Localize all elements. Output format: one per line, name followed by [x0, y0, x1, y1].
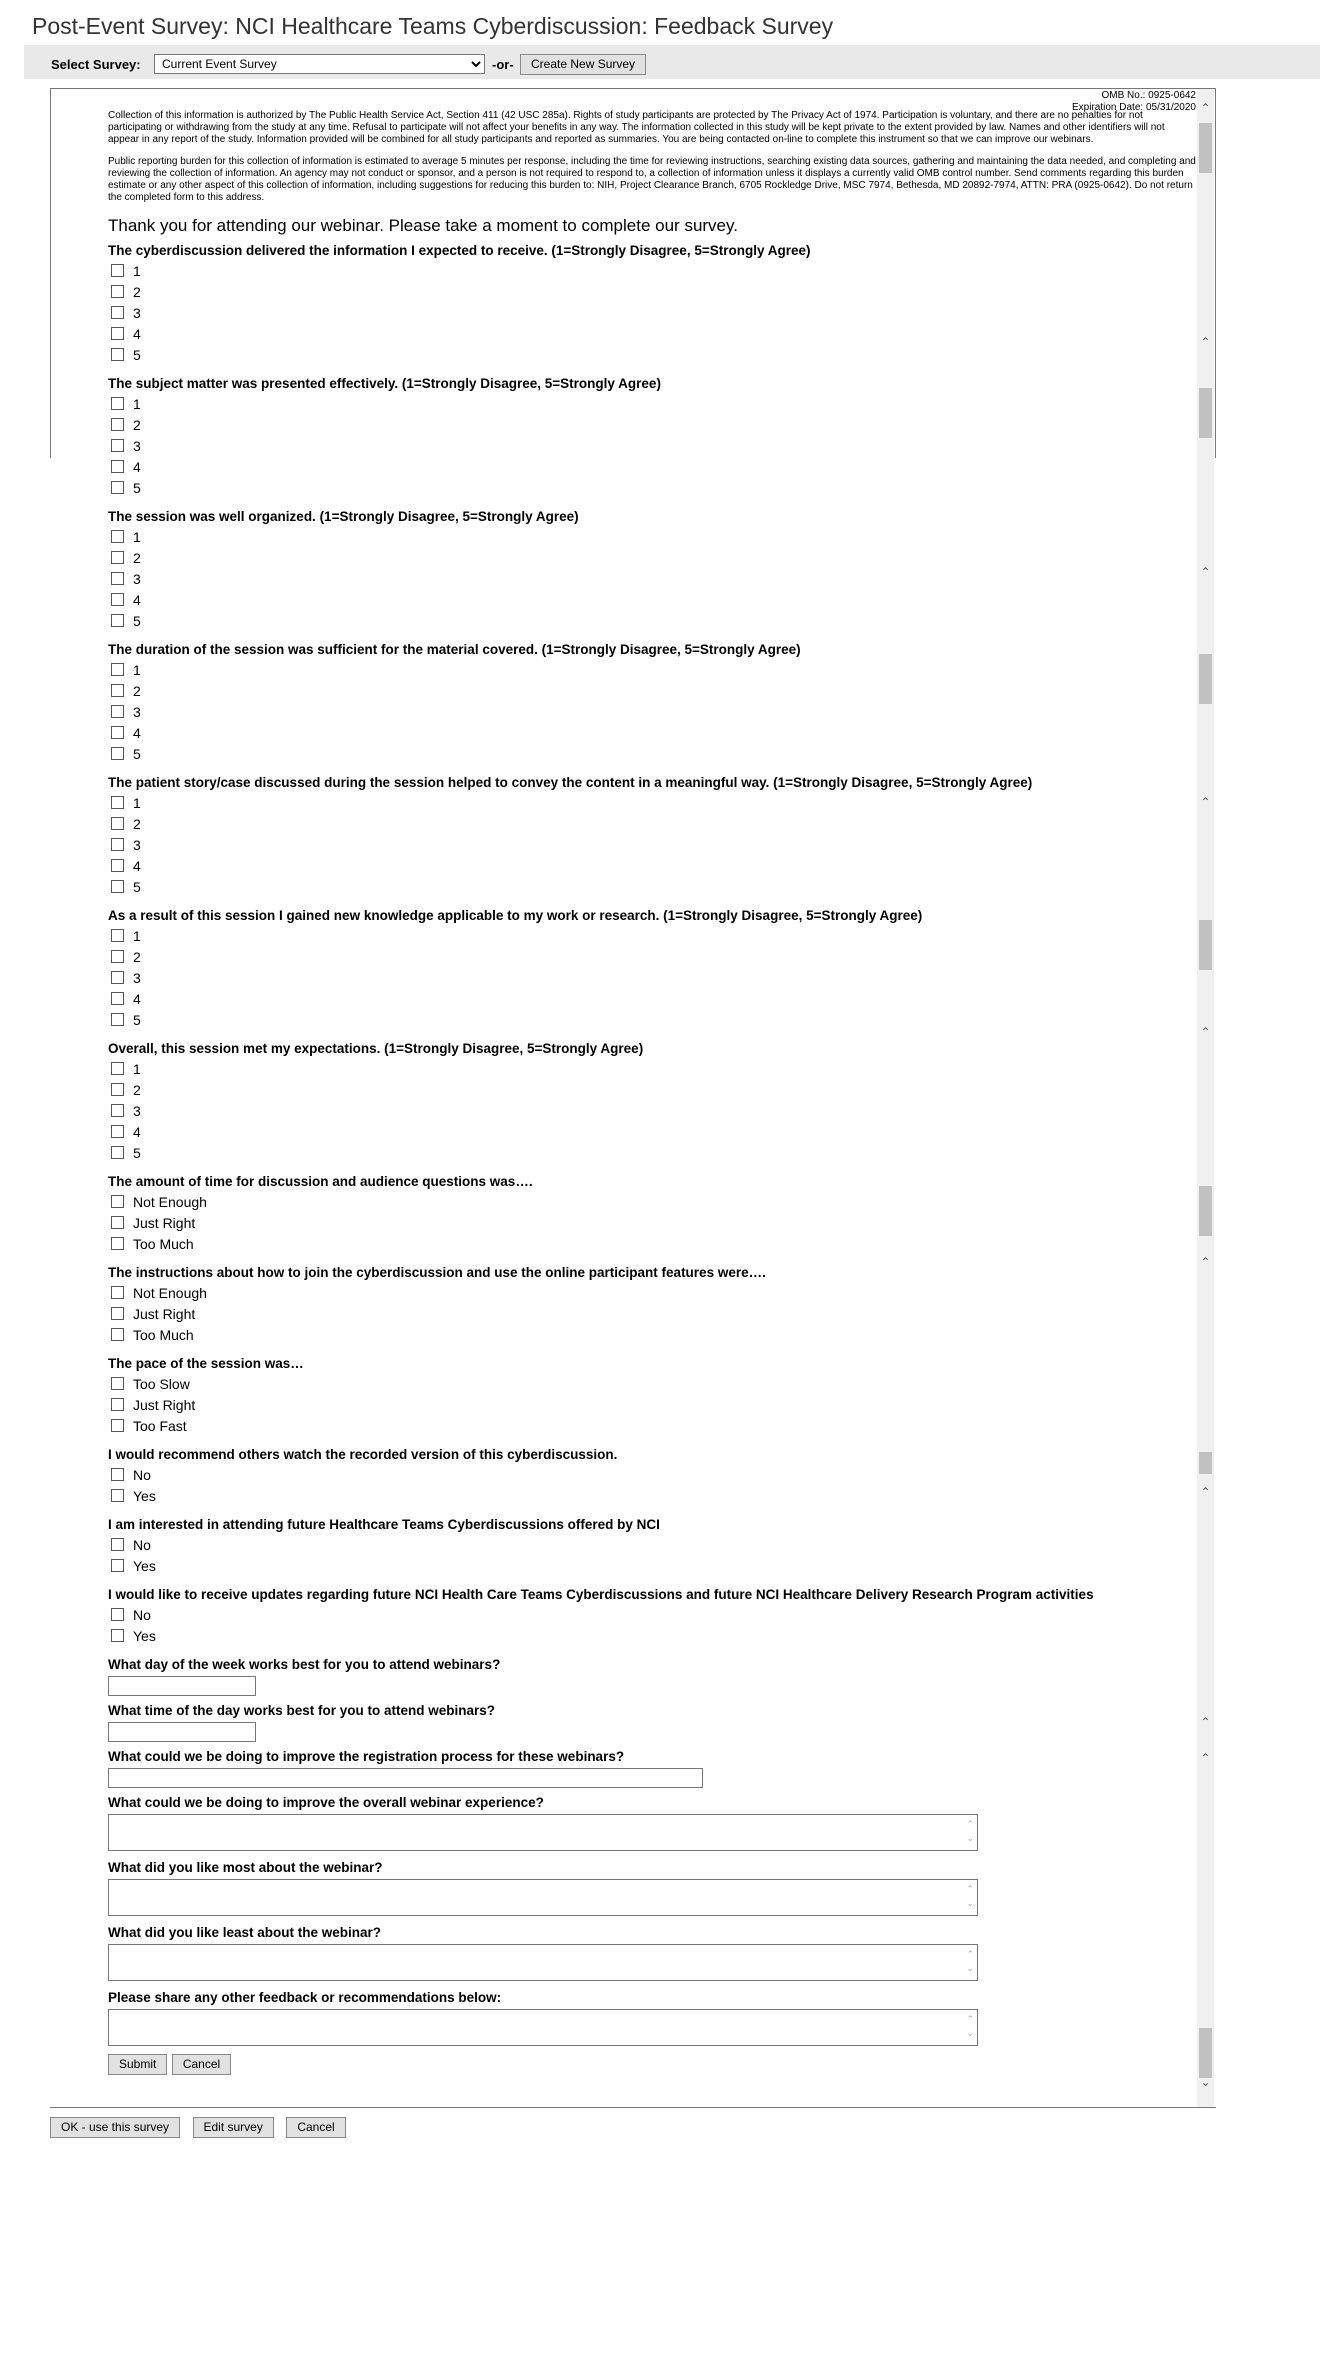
answer-option[interactable]: [108, 876, 1196, 897]
answer-checkbox[interactable]: [111, 1062, 124, 1075]
answer-checkbox[interactable]: [111, 1307, 124, 1320]
answer-checkbox[interactable]: [111, 1146, 124, 1159]
survey-select-bar: [24, 45, 1320, 79]
answer-label: Too Slow: [133, 1375, 190, 1392]
answer-checkbox[interactable]: [111, 1559, 124, 1572]
question-label: I would like to receive updates regarding future NCI Health Care Teams Cyberdiscussions and future NCI Healthcare Delivery Research Program activities: [108, 1587, 1094, 1602]
answer-label: 3: [133, 1102, 141, 1119]
question-label: The patient story/case discussed during the session helped to convey the content in a meaningful way. (1=Strongly Disagree, 5=Strongly Agree): [108, 775, 1033, 790]
scroll-up-icon[interactable]: ⌃: [1200, 1715, 1211, 1729]
question-label: As a result of this session I gained new knowledge applicable to my work or research. (1=Strongly Disagree, 5=Strongly Agree): [108, 908, 923, 923]
ok-use-survey-button[interactable]: OK - use this survey: [50, 2117, 180, 2138]
question-block: [108, 1586, 1196, 1646]
scrollbar-thumb[interactable]: [1199, 654, 1212, 704]
question-label: I am interested in attending future Healthcare Teams Cyberdiscussions offered by NCI: [108, 1517, 660, 1532]
answer-label: 5: [133, 1144, 141, 1161]
answer-label: 1: [133, 661, 141, 678]
answer-options: [108, 1604, 1196, 1646]
answer-checkbox[interactable]: [111, 306, 124, 319]
answer-label: Just Right: [133, 1305, 196, 1322]
question-label: What could we be doing to improve the registration process for these webinars?: [108, 1749, 625, 1764]
answer-label: 4: [133, 857, 141, 874]
answer-option[interactable]: [108, 1534, 1196, 1555]
answer-checkbox[interactable]: [111, 1083, 124, 1096]
answer-option[interactable]: [108, 1303, 1196, 1324]
answer-checkbox[interactable]: [111, 1419, 124, 1432]
answer-label: 2: [133, 416, 141, 433]
answer-checkbox[interactable]: [111, 796, 124, 809]
experience-feedback-textarea[interactable]: [108, 1814, 978, 1851]
answer-option[interactable]: [108, 1464, 1196, 1485]
answer-option[interactable]: [108, 1009, 1196, 1030]
answer-option[interactable]: [108, 302, 1196, 323]
rating-questions: [108, 242, 1196, 1646]
scrollbar-thumb[interactable]: [1199, 920, 1212, 970]
answer-checkbox[interactable]: [111, 1195, 124, 1208]
answer-checkbox[interactable]: [111, 747, 124, 760]
question-label: Please share any other feedback or recommendations below:: [108, 1990, 502, 2005]
answer-option[interactable]: [108, 946, 1196, 967]
answer-checkbox[interactable]: [111, 684, 124, 697]
answer-options: [108, 526, 1196, 631]
answer-checkbox[interactable]: [111, 327, 124, 340]
question-label: The subject matter was presented effectively. (1=Strongly Disagree, 5=Strongly Agree): [108, 376, 661, 391]
preferred-time-input[interactable]: [108, 1722, 256, 1742]
cancel-button[interactable]: Cancel: [286, 2117, 345, 2138]
answer-checkbox[interactable]: [111, 1398, 124, 1411]
question-block: [108, 1355, 1196, 1436]
question-block: [108, 1264, 1196, 1345]
answer-label: 4: [133, 1123, 141, 1140]
answer-option[interactable]: [108, 1625, 1196, 1646]
answer-checkbox[interactable]: [111, 614, 124, 627]
answer-checkbox[interactable]: [111, 929, 124, 942]
question-label: What did you like most about the webinar?: [108, 1860, 383, 1875]
question-label: The session was well organized. (1=Strongly Disagree, 5=Strongly Agree): [108, 509, 579, 524]
answer-option[interactable]: [108, 610, 1196, 631]
answer-option[interactable]: [108, 1212, 1196, 1233]
answer-options: [108, 659, 1196, 764]
select-survey-label: Select Survey:: [51, 57, 141, 72]
answer-checkbox[interactable]: [111, 859, 124, 872]
answer-label: No: [133, 1536, 151, 1553]
answer-checkbox[interactable]: [111, 285, 124, 298]
question-block: [108, 508, 1196, 631]
answer-options: [108, 925, 1196, 1030]
answer-checkbox[interactable]: [111, 1608, 124, 1621]
answer-label: 3: [133, 570, 141, 587]
answer-label: 1: [133, 927, 141, 944]
answer-option[interactable]: [108, 1079, 1196, 1100]
answer-label: 4: [133, 458, 141, 475]
answer-option[interactable]: [108, 813, 1196, 834]
answer-option[interactable]: [108, 260, 1196, 281]
answer-option[interactable]: [108, 722, 1196, 743]
answer-options: [108, 792, 1196, 897]
answer-label: Not Enough: [133, 1193, 207, 1210]
answer-label: 4: [133, 591, 141, 608]
answer-label: 2: [133, 549, 141, 566]
answer-checkbox[interactable]: [111, 1468, 124, 1481]
answer-checkbox[interactable]: [111, 1013, 124, 1026]
answer-option[interactable]: [108, 925, 1196, 946]
burden-notice: Public reporting burden for this collection of information is estimated to average 5 minutes per response, including the time for reviewing instructions, searching existing data sources, gathering and maintaining the data needed, and completing and reviewing the collection of information. An agency may not conduct or sponsor, and a person is not required to respond to, a collection of information unless it displays a currently valid OMB control number. Send comments regarding this burden estimate or any other aspect of this collection of information, including suggestions for reducing this burden to: NIH, Project Clearance Branch, 6705 Rockledge Drive, MSC 7974, Bethesda, MD 20892-7974, ATTN: PRA (0925-0642). Do not return the completed form to this address.: [108, 156, 1196, 203]
question-block: [108, 375, 1196, 498]
question-block: [108, 1173, 1196, 1254]
answer-checkbox[interactable]: [111, 1377, 124, 1390]
answer-label: 1: [133, 794, 141, 811]
answer-label: 5: [133, 1011, 141, 1028]
answer-label: Not Enough: [133, 1284, 207, 1301]
answer-option[interactable]: [108, 547, 1196, 568]
answer-label: 5: [133, 479, 141, 496]
answer-option[interactable]: [108, 855, 1196, 876]
answer-checkbox[interactable]: [111, 880, 124, 893]
answer-option[interactable]: [108, 1555, 1196, 1576]
answer-option[interactable]: [108, 526, 1196, 547]
question-label: What day of the week works best for you to attend webinars?: [108, 1657, 501, 1672]
answer-label: 4: [133, 724, 141, 741]
answer-option[interactable]: [108, 680, 1196, 701]
answer-label: 1: [133, 395, 141, 412]
answer-options: [108, 393, 1196, 498]
answer-option[interactable]: [108, 792, 1196, 813]
omb-expiration: Expiration Date: 05/31/2020: [1072, 102, 1196, 113]
answer-label: Just Right: [133, 1396, 196, 1413]
answer-option[interactable]: [108, 743, 1196, 764]
frame-border: [50, 88, 1216, 89]
answer-options: [108, 1058, 1196, 1163]
liked-least-textarea[interactable]: [108, 1944, 978, 1981]
scroll-up-icon[interactable]: ⌃: [1200, 795, 1211, 809]
answer-option[interactable]: [108, 281, 1196, 302]
answer-label: No: [133, 1606, 151, 1623]
answer-label: 5: [133, 612, 141, 629]
answer-checkbox[interactable]: [111, 817, 124, 830]
frame-border: [1215, 88, 1216, 458]
privacy-notice: Collection of this information is authorized by The Public Health Service Act, Section 411 (42 USC 285a). Rights of study participants are protected by The Privacy Act of 1974. Participation is voluntary, and there are no penalties for not participating or withdrawing from the study at any time. Refusal to participate will not affect your benefits in any way. The information collected in this study will be kept private to the extent provided by law. Names and other identifiers will not appear in any report of the study. Information provided will be combined for all study participants and reported as summaries. You are being contacted on-line to complete this instrument so that we can improve our webinars.: [108, 110, 1165, 145]
answer-option[interactable]: [108, 834, 1196, 855]
answer-checkbox[interactable]: [111, 992, 124, 1005]
answer-option[interactable]: [108, 568, 1196, 589]
answer-checkbox[interactable]: [111, 1104, 124, 1117]
answer-option[interactable]: [108, 456, 1196, 477]
answer-option[interactable]: [108, 1604, 1196, 1625]
answer-checkbox[interactable]: [111, 439, 124, 452]
answer-checkbox[interactable]: [111, 1237, 124, 1250]
survey-form: [108, 110, 1196, 2075]
answer-option[interactable]: [108, 1324, 1196, 1345]
scroll-up-icon[interactable]: ⌃: [1200, 1485, 1211, 1499]
scrollbar-thumb[interactable]: [1199, 2028, 1212, 2078]
scrollbar-thumb[interactable]: [1199, 1186, 1212, 1236]
answer-label: 3: [133, 969, 141, 986]
answer-checkbox[interactable]: [111, 264, 124, 277]
answer-checkbox[interactable]: [111, 1538, 124, 1551]
answer-option[interactable]: [108, 435, 1196, 456]
answer-option[interactable]: [108, 701, 1196, 722]
answer-label: 4: [133, 325, 141, 342]
answer-checkbox[interactable]: [111, 1328, 124, 1341]
answer-checkbox[interactable]: [111, 460, 124, 473]
answer-label: 2: [133, 948, 141, 965]
question-label: The duration of the session was sufficient for the material covered. (1=Strongly Disagree, 5=Strongly Agree): [108, 642, 801, 657]
question-label: What time of the day works best for you to attend webinars?: [108, 1703, 496, 1718]
textarea-scroll-icon: ⌃ ⌄: [966, 1949, 974, 1973]
question-block: [108, 242, 1196, 365]
scrollbar-thumb[interactable]: [1199, 1452, 1212, 1474]
answer-label: 5: [133, 878, 141, 895]
answer-checkbox[interactable]: [111, 593, 124, 606]
answer-option[interactable]: [108, 477, 1196, 498]
question-block: [108, 774, 1196, 897]
answer-label: 5: [133, 745, 141, 762]
textarea-scroll-icon: ⌃ ⌄: [966, 1819, 974, 1843]
answer-checkbox[interactable]: [111, 530, 124, 543]
answer-label: 3: [133, 703, 141, 720]
answer-checkbox[interactable]: [111, 481, 124, 494]
answer-label: 2: [133, 815, 141, 832]
answer-label: 2: [133, 1081, 141, 1098]
answer-options: [108, 1464, 1196, 1506]
answer-checkbox[interactable]: [111, 348, 124, 361]
answer-option[interactable]: [108, 1100, 1196, 1121]
form-cancel-button[interactable]: Cancel: [172, 2054, 231, 2075]
answer-option[interactable]: [108, 659, 1196, 680]
answer-label: Just Right: [133, 1214, 196, 1231]
answer-checkbox[interactable]: [111, 1489, 124, 1502]
answer-label: Yes: [133, 1627, 156, 1644]
question-label: Overall, this session met my expectations. (1=Strongly Disagree, 5=Strongly Agree): [108, 1041, 644, 1056]
answer-option[interactable]: [108, 1394, 1196, 1415]
question-block: [108, 907, 1196, 1030]
answer-checkbox[interactable]: [111, 1629, 124, 1642]
other-feedback-textarea[interactable]: [108, 2009, 978, 2046]
answer-option[interactable]: [108, 1191, 1196, 1212]
page-title: Post-Event Survey: NCI Healthcare Teams Cyberdiscussion: Feedback Survey: [32, 13, 834, 39]
thank-you-message: Thank you for attending our webinar. Please take a moment to complete our survey.: [108, 216, 738, 235]
scroll-up-icon[interactable]: ⌃: [1200, 1751, 1211, 1765]
answer-option[interactable]: [108, 1142, 1196, 1163]
textarea-scroll-icon: ⌃ ⌄: [966, 2014, 974, 2038]
answer-label: 1: [133, 262, 141, 279]
answer-option[interactable]: [108, 1233, 1196, 1254]
answer-checkbox[interactable]: [111, 1125, 124, 1138]
scrollbar-thumb[interactable]: [1199, 388, 1212, 438]
answer-option[interactable]: [108, 344, 1196, 365]
frame-border: [50, 88, 51, 458]
answer-checkbox[interactable]: [111, 971, 124, 984]
question-block: [108, 1040, 1196, 1163]
answer-checkbox[interactable]: [111, 838, 124, 851]
submit-button[interactable]: Submit: [108, 2054, 167, 2075]
answer-label: 3: [133, 304, 141, 321]
bottom-actions: [50, 2117, 354, 2138]
liked-most-textarea[interactable]: [108, 1879, 978, 1916]
answer-checkbox[interactable]: [111, 397, 124, 410]
textarea-scroll-icon: ⌃ ⌄: [966, 1884, 974, 1908]
answer-options: [108, 1191, 1196, 1254]
answer-option[interactable]: [108, 967, 1196, 988]
create-new-survey-button[interactable]: Create New Survey: [520, 54, 646, 75]
answer-label: No: [133, 1466, 151, 1483]
answer-option[interactable]: [108, 1282, 1196, 1303]
answer-option[interactable]: [108, 1415, 1196, 1436]
answer-label: Too Fast: [133, 1417, 187, 1434]
answer-option[interactable]: [108, 988, 1196, 1009]
answer-option[interactable]: [108, 1121, 1196, 1142]
question-label: I would recommend others watch the recorded version of this cyberdiscussion.: [108, 1447, 618, 1462]
answer-checkbox[interactable]: [111, 950, 124, 963]
answer-option[interactable]: [108, 589, 1196, 610]
answer-label: 3: [133, 437, 141, 454]
answer-checkbox[interactable]: [111, 726, 124, 739]
answer-option[interactable]: [108, 323, 1196, 344]
question-block: [108, 641, 1196, 764]
answer-label: Yes: [133, 1487, 156, 1504]
scroll-down-icon[interactable]: ⌄: [1200, 2075, 1211, 2089]
question-block: [108, 1516, 1196, 1576]
or-text: -or-: [492, 57, 514, 72]
answer-checkbox[interactable]: [111, 1216, 124, 1229]
survey-preview-frame: [50, 88, 1216, 2108]
omb-number: OMB No.: 0925-0642: [1101, 90, 1196, 101]
answer-option[interactable]: [108, 414, 1196, 435]
answer-checkbox[interactable]: [111, 418, 124, 431]
answer-label: 1: [133, 1060, 141, 1077]
answer-options: [108, 1373, 1196, 1436]
preferred-day-input[interactable]: [108, 1676, 256, 1696]
scroll-up-icon[interactable]: ⌃: [1200, 101, 1211, 115]
scroll-up-icon[interactable]: ⌃: [1200, 565, 1211, 579]
form-buttons: [108, 2054, 1196, 2075]
answer-options: [108, 1534, 1196, 1576]
question-label: The cyberdiscussion delivered the information I expected to receive. (1=Strongly Disagree, 5=Strongly Agree): [108, 243, 811, 258]
scroll-up-icon[interactable]: ⌃: [1200, 1025, 1211, 1039]
answer-option[interactable]: [108, 1485, 1196, 1506]
answer-label: Yes: [133, 1557, 156, 1574]
answer-label: 2: [133, 283, 141, 300]
answer-checkbox[interactable]: [111, 572, 124, 585]
answer-label: 1: [133, 528, 141, 545]
answer-checkbox[interactable]: [111, 705, 124, 718]
answer-options: [108, 260, 1196, 365]
scroll-up-icon[interactable]: ⌃: [1200, 335, 1211, 349]
answer-checkbox[interactable]: [111, 663, 124, 676]
answer-label: Too Much: [133, 1235, 194, 1252]
question-label: The instructions about how to join the cyberdiscussion and use the online participant features were….: [108, 1265, 766, 1280]
answer-option[interactable]: [108, 1373, 1196, 1394]
answer-label: Too Much: [133, 1326, 194, 1343]
answer-checkbox[interactable]: [111, 551, 124, 564]
answer-label: 4: [133, 990, 141, 1007]
answer-option[interactable]: [108, 1058, 1196, 1079]
question-label: The pace of the session was…: [108, 1356, 304, 1371]
registration-feedback-input[interactable]: [108, 1768, 703, 1788]
answer-options: [108, 1282, 1196, 1345]
question-label: The amount of time for discussion and audience questions was….: [108, 1174, 533, 1189]
question-block: [108, 1446, 1196, 1506]
survey-select[interactable]: [154, 54, 485, 74]
answer-checkbox[interactable]: [111, 1286, 124, 1299]
scroll-up-icon[interactable]: ⌃: [1200, 1255, 1211, 1269]
scrollbar-thumb[interactable]: [1199, 123, 1212, 173]
answer-option[interactable]: [108, 393, 1196, 414]
edit-survey-button[interactable]: Edit survey: [193, 2117, 274, 2138]
frame-border: [50, 2107, 1216, 2108]
answer-label: 2: [133, 682, 141, 699]
question-label: What did you like least about the webinar?: [108, 1925, 382, 1940]
question-label: What could we be doing to improve the overall webinar experience?: [108, 1795, 544, 1810]
answer-label: 5: [133, 346, 141, 363]
answer-label: 3: [133, 836, 141, 853]
